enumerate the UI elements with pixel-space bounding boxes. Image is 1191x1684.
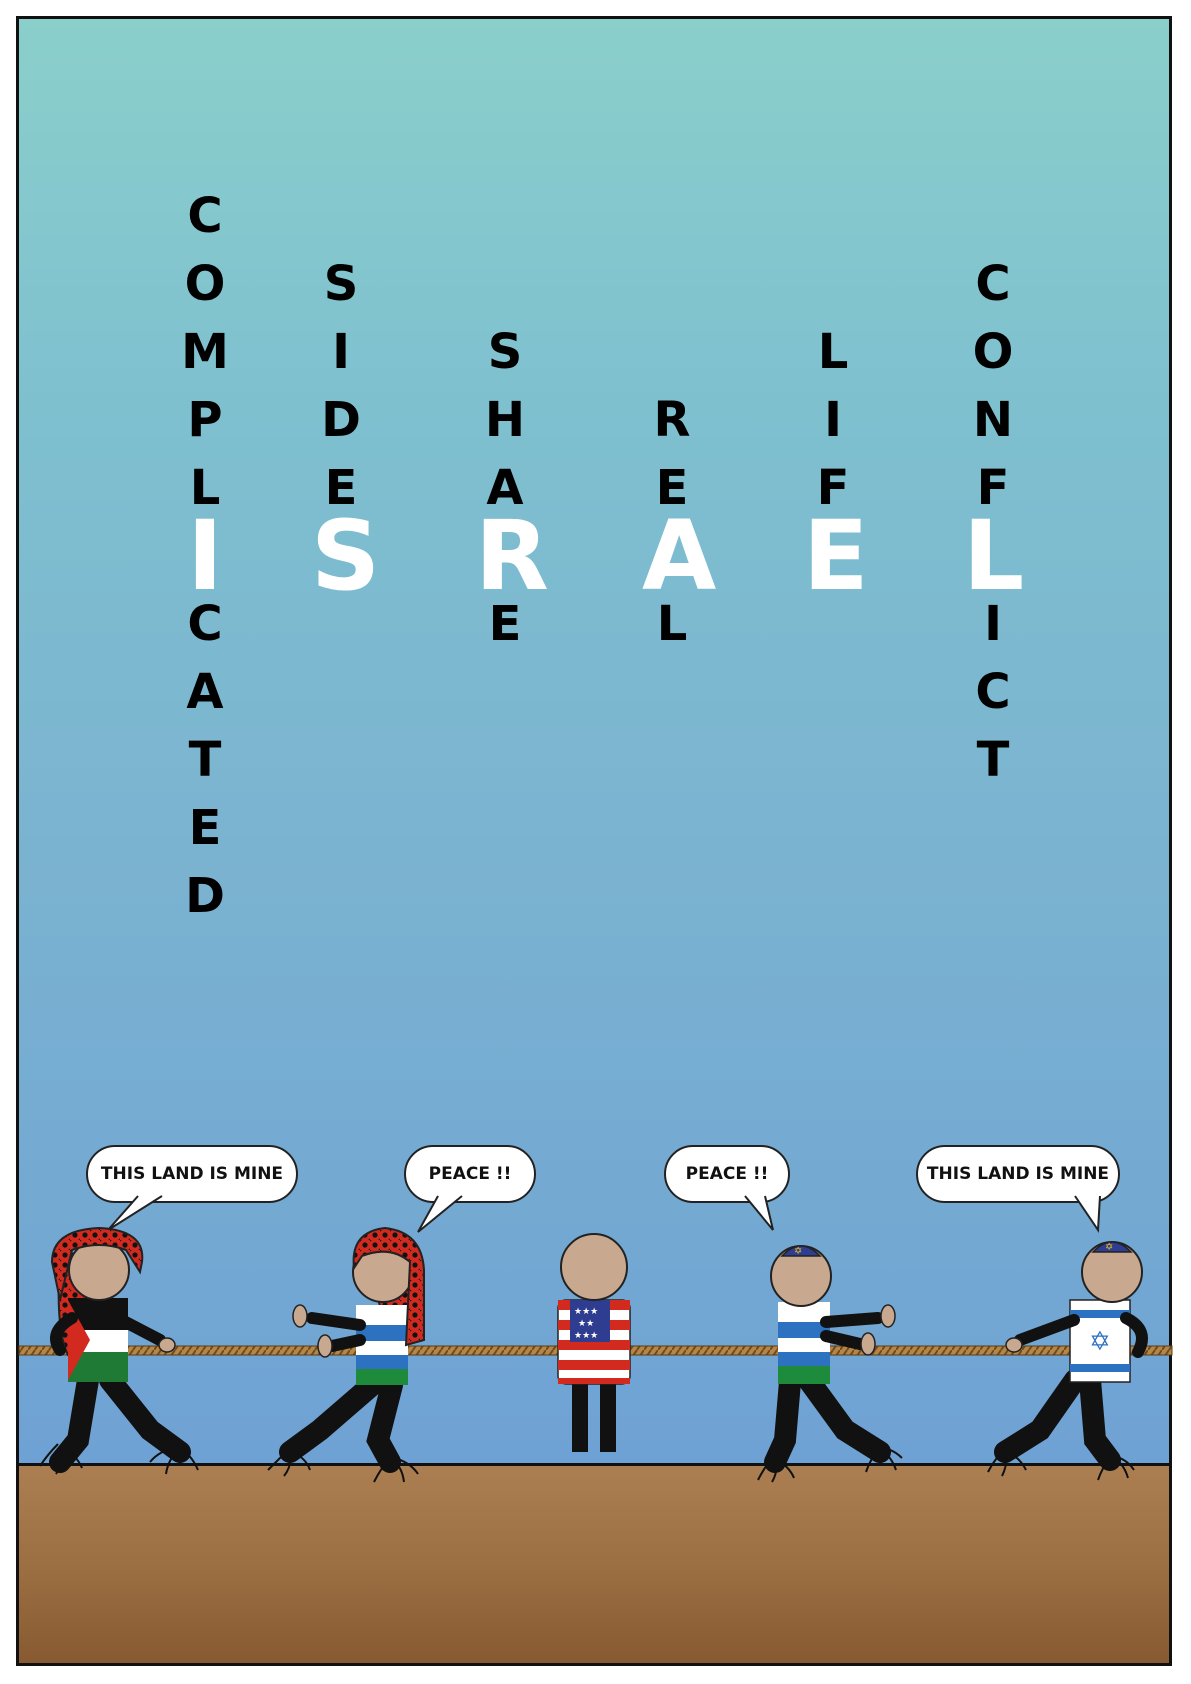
acrostic-letter: I [824,392,842,448]
speech-bubble-palestinian-left: THIS LAND IS MINE [86,1145,298,1203]
acrostic-letter: S [323,256,359,312]
svg-text:★★: ★★ [578,1319,595,1329]
acrostic-letter: N [972,392,1014,448]
acrostic-letter: F [816,460,850,516]
acrostic-letter: C [187,188,223,244]
acrostic-letter: D [321,392,361,448]
acrostic-letter: T [188,732,222,788]
bubble-tails [108,1196,1100,1232]
acrostic-letter: M [181,324,229,380]
svg-text:✡: ✡ [1089,1327,1111,1357]
speech-bubble-peace-right: PEACE !! [664,1145,790,1203]
acrostic-letter: E [655,460,689,516]
acrostic-letter: S [487,324,523,380]
svg-text:✡: ✡ [1105,1242,1114,1253]
israel-key-letter: E [803,500,869,612]
svg-text:★★★: ★★★ [574,1331,599,1341]
speech-bubble-israeli-right: THIS LAND IS MINE [916,1145,1120,1203]
israel-key-letter: I [187,500,223,612]
acrostic-letter: L [189,460,221,516]
figure-israeli-right [988,1242,1142,1480]
acrostic-letter: I [984,596,1002,652]
speech-bubble-peace-left: PEACE !! [404,1145,536,1203]
acrostic-letter: I [332,324,350,380]
acrostic-letter: L [656,596,688,652]
israel-key-letter: L [963,500,1025,612]
acrostic-letter: O [972,324,1014,380]
acrostic-letter: F [976,460,1010,516]
figure-peace-right [758,1246,902,1482]
acrostic-letter: E [188,800,222,856]
acrostic-letter: H [484,392,526,448]
acrostic-letter: O [184,256,226,312]
israel-key-letter: R [475,500,549,612]
israel-key-letter: A [642,500,717,612]
israel-key-letter: S [311,500,381,612]
acrostic-letter: E [488,596,522,652]
acrostic-letter: C [975,664,1011,720]
acrostic-letter: A [486,460,524,516]
acrostic-letter: T [976,732,1010,788]
acrostic-letter: P [187,392,223,448]
svg-text:★★★: ★★★ [574,1307,599,1317]
acrostic-letter: A [186,664,224,720]
acrostic-letter: R [653,392,691,448]
svg-text:✡: ✡ [794,1246,803,1257]
acrostic-letter: L [817,324,849,380]
acrostic-letter: E [324,460,358,516]
acrostic-letter: C [187,596,223,652]
figure-usa-center [558,1234,630,1452]
acrostic-letter: D [185,868,225,924]
acrostic-letter: C [975,256,1011,312]
